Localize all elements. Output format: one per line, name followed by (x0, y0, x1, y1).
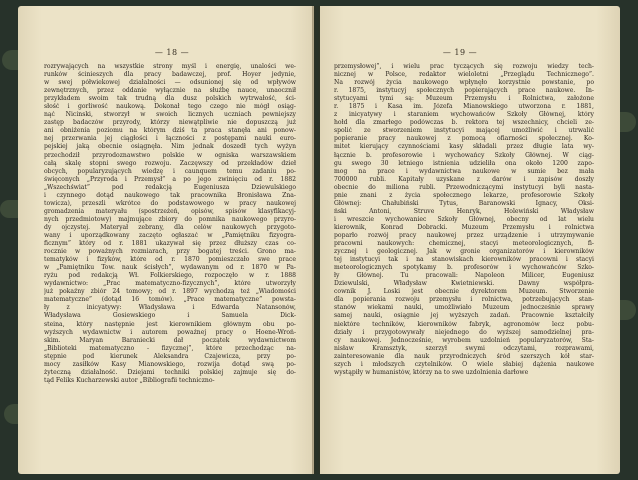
page-number: — 19 — (442, 48, 478, 57)
page-number: — 18 — (154, 48, 190, 57)
text-line: szych i młodszych czytelników. O wiele słabiej dążenia naukowe (334, 360, 594, 368)
text-line: tematyków i fizyków, które od r. 1870 pomieszczało swe prace (44, 256, 296, 264)
text-line: stępnie pod kierunek Aleksandra Czajewicza, przy po- (44, 352, 296, 360)
text-line: ły z inicyatywy: Władysława i Edwarda Natansonów, (44, 304, 296, 312)
text-line: ficznym” który od r. 1881 ukazywał się przez dłuższy czas co- (44, 240, 296, 248)
page-body-text (334, 63, 594, 377)
text-line: rozrywających na wszystkie strony myśl i energię, unalości we- (44, 63, 296, 70)
text-line: niektóre techników, kierowników fabryk, agronomów lecz pobu- (334, 320, 594, 328)
text-line: łącznie b. profesorowie i wychowańcy Szkoły Głównej. W ciąg- (334, 151, 594, 159)
text-line: stytucyami tymi są: Muzeum Przemysłu i Rolnictwa, założone (334, 95, 594, 103)
text-line: towicza), przeszli wkrótce do podstawowego w pracy naukowej (44, 199, 296, 207)
right-page (320, 6, 620, 474)
text-line: mocy zasiłków Kasy Mianowskiego, rozwija dotąd swą po- (44, 360, 296, 368)
text-line: Na rozwój życia naukowego wpłynęło korzystnie powstanie, po (334, 79, 594, 87)
text-line: rocznie w poważnych rozmiarach, przy bogatej treści. Grono ma- (44, 248, 296, 256)
text-line: zainteresowanie dla nauk przyrodniczych śród szerszych kół star- (334, 352, 594, 360)
text-line: ński Antoni, Struve Henryk, Holewiński Władysław (334, 207, 594, 215)
text-line: i wreszcie wychowaniec Szkoły Głównej, obecny od lat wielu (334, 215, 594, 223)
text-line: już pokaźny zbiór 24 tomowy; od r. 1897 wychodzą też „Wiadomości (44, 288, 296, 296)
text-line: przechodził przyrodoznawstwo polskie w ogniska warszawskiem (44, 151, 296, 159)
text-line: kierownik, Konrad Dobracki. Muzeum Przemysłu i rolnictwa (334, 223, 594, 231)
text-line: stanów wiekami nauki, umożliwiało Muzeum jednocześnie sprawy (334, 304, 594, 312)
text-line: „Wszechświat” pod redakcją Eugeniusza Dziewulskiego (44, 183, 296, 191)
text-line: tej instytucyi tak i na stanowiskach kierowników pracowni i stacyi (334, 256, 594, 264)
text-line: wydawnictwo: „Prac matematyczno-fizycznych”, które utworzyły (44, 280, 296, 288)
text-line: pnie znani z życia społecznego lekarze, profesorowie Szkoły (334, 191, 594, 199)
text-line: „Biblioteki matematyczno - fizycznej”, które przechodząc na- (44, 344, 296, 352)
text-line: obcych, popularyzujących wiedzę i caunquem temu zadaniu po- (44, 167, 296, 175)
text-line: święconych „Przyroda i Przemysł” a po jego zwinięciu od r. 1882 (44, 175, 296, 183)
text-line: słość i gorliwość naukową. Dokonał tego czego nie mógł osiąg- (44, 103, 296, 111)
text-line: mog na prace i wydawnictwa naukowe w sumie bez mała (334, 167, 594, 175)
text-line: ły Głównej. Tu pracowali: Napoleon Milicer, Eugeniusz (334, 272, 594, 280)
text-line: r. 1875 i Kasa im. Józefa Mianowskiego utworzona r. 1881, (334, 103, 594, 111)
text-line: runków ścinieszych dla pracy badawczej, prof. Hoyer jedynie, (44, 71, 296, 79)
text-line: tąd Feliks Kucharzewski autor „Bibliografii techniczno- (44, 376, 215, 384)
text-line: nicznej w Polsce, redaktor wieloletni „Przeglądu Technicznego”. (334, 71, 594, 79)
left-page (18, 6, 314, 474)
text-line: całą skalę stopni swego rozwoju. Zaczęwszy od przekładów dzieł (44, 159, 296, 167)
text-line: cownik J. Loski jest obecnie dyrektorem Muzeum. Stworzenie (334, 288, 594, 296)
text-line: dla popierania rozwoju przemysłu i rolnictwa, potrzebujących stan- (334, 296, 594, 304)
text-line: w swej półwiekowej działalności — odsunionej się od wpływów (44, 79, 296, 87)
text-line: nej przerwania jej ciągłości i łączności z postępami nauki euro- (44, 135, 296, 143)
text-line: popieranie pracy naukowej z pomocą ofiarności społecznej. Ko- (334, 135, 594, 143)
text-line: steina, który następnie jest kierownikiem głównym obu po- (44, 320, 296, 328)
text-line: ryżu pod redakcją Wł. Folkierskiego, rozpoczęło w r. 1888 (44, 272, 296, 280)
text-line: 700000 rubli. Kapitały uzyskane z darów i zapisów doszły (334, 175, 594, 183)
text-line: hołd dla zmarłego podówczas b. rektora tej wszechnicy, chcieli ze- (334, 119, 594, 127)
text-line: cy naukowej. Jednocześnie, wyrobem uzdolnień popularyzatorów, Sta- (334, 336, 594, 344)
text-line: działy i przygotowywały niejednego do wyższej samodzielnej pra- (334, 328, 594, 336)
text-line: nąć Nicinski, stworzył w swoich licznych uczniach pewniejszy (44, 111, 296, 119)
text-line: obecnie do miliona rubli. Przewodniczącymi instytucyi byli nasta- (334, 183, 594, 191)
text-line: meteorologicznych spotykamy b. profesorów i wychowańców Szko- (334, 264, 594, 272)
text-line: matematyczne” (dotąd 16 tomów). „Prace matematyczne” powsta- (44, 296, 296, 304)
text-line: nych przedmiotowy) majmujące zbiory do pomnika naukowego przyro- (44, 215, 296, 223)
text-line: w „Pamiętniku Tow. nauk ścisłych”, wydawanym od r. 1870 w Pa- (44, 264, 296, 272)
text-line: przykładem swoim tak trudną dla dusz polskich wytrwałość, ści- (44, 95, 296, 103)
text-line: Dziewulski, Władysław Kwietniewski. Dawny współpra- (334, 280, 594, 288)
text-line: dy ojczystej. Materyał zebrany, dla celów naukowych przygoto- (44, 223, 296, 231)
page-body-text (44, 63, 296, 385)
text-line: spolić ze stworzeniem instytucyi mającej umożliwić i utrwalić (334, 127, 594, 135)
text-line: nisław Kramsztyk, szerzył swymi odczytami, rozprawami, (334, 344, 594, 352)
text-line: wany i uporządkowany zaczęto ogłaszać w „Pamiętniku fizyogra- (44, 231, 296, 239)
text-line: przemysłowej”, i wielu prac tyczących się rozwoju wiedzy tech- (334, 63, 594, 70)
text-line: Głównej: Chałubiński Tytus, Baranowski Ignacy, Oksi- (334, 199, 594, 207)
text-line: pejskiej jaką obecnie osiągnęła. Nim jednak doszedł tych wyżyn (44, 143, 296, 151)
text-line: Władysława Gosiewskiego i Samuela Dick- (44, 312, 296, 320)
text-line: wystąpiły w humanistów, którzy na to swe uzdolnienia darłowe (334, 368, 529, 376)
text-line: pracowni naukowych: chemicznej, stacyi meteorologicznych, fi- (334, 240, 594, 248)
text-line: mitet kierujący czynnościami kasy składali przez długie lata wy- (334, 143, 594, 151)
text-line: gromadzenia materyału (spostrzeżeń, opisów, spisów klasyfikacyj- (44, 207, 296, 215)
text-line: samej nauki, osiągnie jej wyższych zadań. Pracownie kształciły (334, 312, 594, 320)
text-line: ani obniżenia poziomu na którym dziś ta praca stanęła ani ponow- (44, 127, 296, 135)
text-line: skim. Maryan Baraniecki dał początek wydawnictwom (44, 336, 296, 344)
text-line: zewnętrznych, przez oddanie wyłącznie na służbę nauce, unaocznił (44, 87, 296, 95)
text-line: zycznej i geologicznej. Jak w gronie organizatorów i kierowników (334, 248, 594, 256)
text-line: r. 1875, instytucyj społecznych popierających prace naukowe. In- (334, 87, 594, 95)
text-line: i czynnego dotąd naukowego tak pracownika Bronisława Zna- (44, 191, 296, 199)
text-line: wyższych wydawnictw i autorem poważnej pracy o Hoene-Wroń- (44, 328, 296, 336)
text-line: poparło rozwój pracy naukowej przez urządzenie i utrzymywanie (334, 231, 594, 239)
text-line: gu swego 30 letniego istnienia udzieliła ona około 1200 zapo- (334, 159, 594, 167)
text-line: z inicyatywy i staraniem wychowańców Szkoły Głównej, który (334, 111, 594, 119)
text-line: żyteczną działalność. Dziejami techniki polskiej zajmuje się do- (44, 368, 296, 376)
text-line: zastęp badaczów przyrody, którzy niewątpliwie nie dopuszczą już (44, 119, 296, 127)
